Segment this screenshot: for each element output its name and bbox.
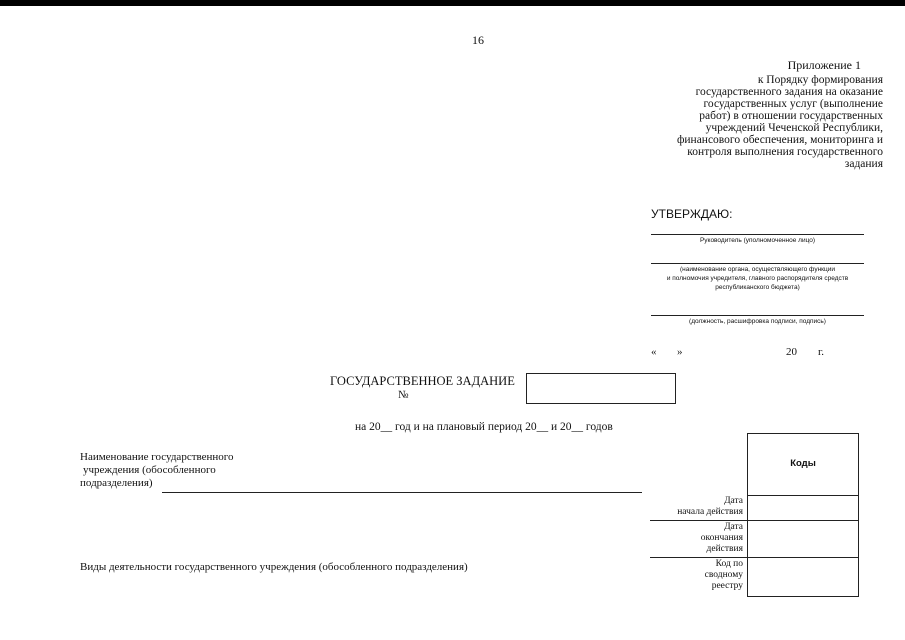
codes-table	[747, 433, 859, 597]
signature-line[interactable]	[651, 315, 864, 316]
appendix-line: учреждений Чеченской Республики,	[705, 122, 883, 134]
end-date-label-line: окончания	[700, 533, 743, 543]
document-title: ГОСУДАРСТВЕННОЕ ЗАДАНИЕ	[330, 374, 515, 388]
codes-header: Коды	[790, 458, 816, 469]
date-quote-close: »	[677, 346, 683, 358]
org-caption	[651, 265, 864, 292]
appendix-line: контроля выполнения государственного	[687, 146, 883, 158]
start-date-cell-top	[748, 495, 858, 496]
start-date-cell[interactable]	[748, 520, 858, 521]
head-caption: Руководитель (уполномоченное лицо)	[699, 237, 816, 244]
registry-label-line: реестру	[711, 581, 743, 591]
appendix-line: финансового обеспечения, мониторинга и	[676, 134, 883, 146]
top-border	[0, 0, 905, 6]
institution-label-line: Наименование государственного	[80, 451, 234, 463]
appendix-line: задания	[844, 158, 883, 170]
appendix-text	[643, 74, 883, 170]
head-signature-line[interactable]	[651, 234, 864, 235]
row-divider	[650, 520, 747, 521]
row-divider	[650, 557, 747, 558]
date-year-prefix: 20	[786, 346, 797, 358]
document-number-box[interactable]	[526, 373, 676, 404]
appendix-title: Приложение 1	[787, 58, 861, 72]
appendix-line: государственных услуг (выполнение	[703, 98, 883, 110]
approval-heading: УТВЕРЖДАЮ:	[651, 207, 733, 221]
institution-name-field[interactable]	[162, 492, 642, 493]
end-date-cell[interactable]	[748, 557, 858, 558]
org-caption-line: (наименование органа, осуществляющего функции	[679, 266, 836, 273]
signature-caption: (должность, расшифровка подписи, подпись)	[689, 318, 826, 325]
end-date-label-line: действия	[706, 544, 743, 554]
start-date-label	[650, 496, 743, 518]
appendix-line: к Порядку формирования	[757, 74, 883, 86]
org-caption-line: республиканского бюджета)	[715, 284, 800, 291]
end-date-label-line: Дата	[724, 522, 743, 532]
period-line: на 20__ год и на плановый период 20__ и 20__ годов	[355, 421, 613, 433]
institution-name-label	[80, 451, 234, 490]
activity-types-label: Виды деятельности государственного учреждения (обособленного подразделения)	[80, 561, 468, 573]
registry-label-line: Код по	[715, 559, 743, 569]
registry-code-label	[650, 559, 743, 592]
end-date-label	[650, 522, 743, 555]
page-number: 16	[472, 33, 484, 47]
date-quote-open: «	[651, 346, 657, 358]
appendix-line: государственного задания на оказание	[695, 86, 883, 98]
institution-label-line: учреждения (обособленного	[83, 464, 216, 476]
org-name-line[interactable]	[651, 263, 864, 264]
start-date-label-line: Дата	[724, 496, 743, 506]
date-year-suffix: г.	[818, 346, 825, 358]
registry-label-line: сводному	[704, 570, 743, 580]
institution-label-line: подразделения)	[80, 477, 153, 489]
number-sign: №	[398, 389, 409, 401]
appendix-line: работ) в отношении государственных	[699, 110, 883, 122]
start-date-label-line: начала действия	[677, 507, 743, 517]
org-caption-line: и полномочия учредителя, главного распорядителя средств	[666, 275, 849, 282]
